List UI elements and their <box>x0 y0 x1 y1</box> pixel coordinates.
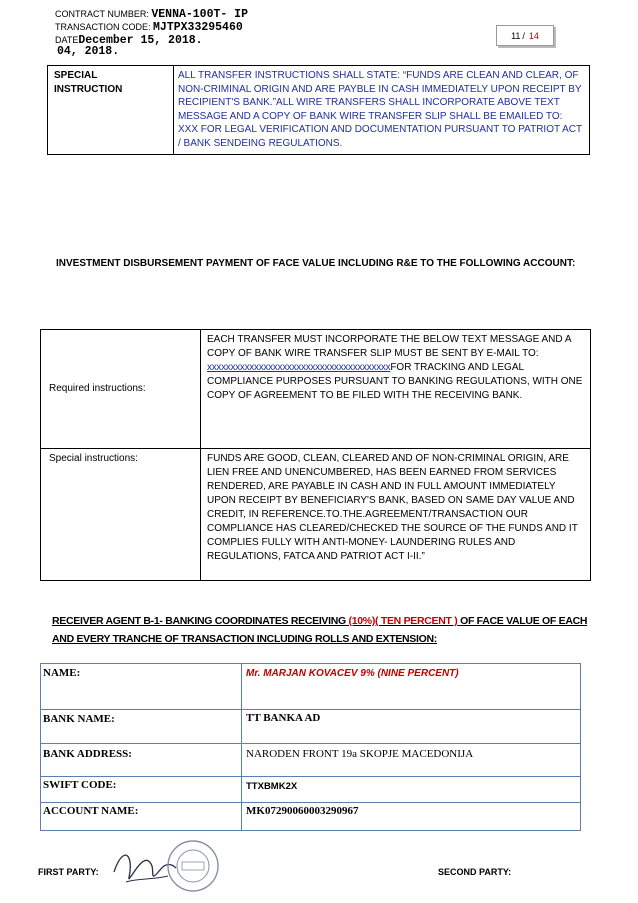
name-value: Mr. MARJAN KOVACEV 9% (NINE PERCENT) <box>246 668 459 679</box>
special-instructions-row <box>41 449 590 580</box>
swift-code-label: SWIFT CODE: <box>43 779 117 791</box>
special-instruction-text: ALL TRANSFER INSTRUCTIONS SHALL STATE: “FUNDS ARE CLEAN AND CLEAR, OF NON-CRIMINAL ORIGIN AND ARE PAYBLE IN CASH IMMEDIATELY UPON RECEIPT BY RECIPIENT'S BANK.”ALL WIRE TRANSFERS SHALL INCORPORATE ABOVE TEXT MESSAGE AND A COPY OF BANK WIRE TRANSFER SLIP SHALL BE EMAILED TO: XXX FOR LEGAL VERIFICATION AND DOCUMENTATION PURSUANT TO PATRIOT ACT / BANK SENDEING REGULATIONS. <box>178 70 582 149</box>
contract-number-label: CONTRACT NUMBER: <box>55 9 149 19</box>
name-label: NAME: <box>43 667 81 679</box>
investment-heading: INVESTMENT DISBURSEMENT PAYMENT OF FACE VALUE INCLUDING R&E TO THE FOLLOWING ACCOUNT: <box>56 258 576 269</box>
required-instructions-row <box>41 330 590 449</box>
required-instructions-label: Required instructions: <box>41 330 201 448</box>
account-name-value: MK07290060003290967 <box>246 805 359 817</box>
document-header <box>55 8 248 47</box>
required-instructions-text: EACH TRANSFER MUST INCORPORATE THE BELOW TEXT MESSAGE AND A COPY OF BANK WIRE TRANSFER SLIP MUST BE SENT BY E-MAIL TO: xxxxxxxxxxxxxxxxxxxxxxxxxxxxxxxxxxxxxxxFOR TRACKING AND LEGAL COMPLIANCE PURPOSES PURSUANT TO BANKING REGULATIONS, WITH ONE COPY OF AGREEMENT TO BE FILED WITH THE RECEIVING BANK. <box>207 334 583 401</box>
bank-name-label: BANK NAME: <box>43 713 115 725</box>
page-current: 11 <box>511 30 521 41</box>
page-total: 14 <box>528 30 539 41</box>
bank-row-swift <box>41 776 580 803</box>
bank-address-label: BANK ADDRESS: <box>43 748 132 760</box>
instructions-table <box>40 329 591 581</box>
bank-coordinates-table <box>40 663 581 831</box>
special-instructions-text: FUNDS ARE GOOD, CLEAN, CLEARED AND OF NON-CRIMINAL ORIGIN, ARE LIEN FREE AND UNENCUMBERED, HAS BEEN EARNED FROM SERVICES RENDERED, ARE PAYABLE IN CASH AND IN FULL AMOUNT IMMEDIATELY UPON RECEIPT BY BENEFICIARY'S BANK, BASED ON SAME DAY VALUE AND CREDIT, IN REFERENCE.TO.THE.AGREEMENT/TRANSACTION OUR COMPLIANCE HAS CLEARED/CHECKED THE SOURCE OF THE FUNDS AND IT COMPLIES FULLY WITH ANTI-MONEY- LAUNDERING RULES AND REGULATIONS, FATCA AND PATRIOT ACT I-II.” <box>207 453 578 562</box>
bank-address-value: NARODEN FRONT 19a SKOPJE MACEDONIJA <box>246 748 474 760</box>
bank-row-bank-name <box>41 709 580 744</box>
contract-number-value: VENNA-100T- IP <box>151 8 248 21</box>
bank-row-address <box>41 743 580 777</box>
date-label: DATE <box>55 35 79 45</box>
transaction-code-value: MJTPX33295460 <box>153 21 243 34</box>
bank-name-value: TT BANKA AD <box>246 712 321 724</box>
special-instructions-label: Special instructions: <box>41 449 201 580</box>
first-party-label: FIRST PARTY: <box>38 867 99 877</box>
page-separator: / <box>522 30 525 41</box>
date-value: December 15, 2018. <box>78 34 203 47</box>
receiver-percent: (10%)( TEN PERCENT ) <box>348 615 458 627</box>
transaction-code-label: TRANSACTION CODE: <box>55 22 151 32</box>
second-party-label: SECOND PARTY: <box>438 867 512 877</box>
account-name-label: ACCOUNT NAME: <box>43 805 139 817</box>
date-overlap-text: 04, 2018. <box>57 45 120 58</box>
required-email-placeholder: xxxxxxxxxxxxxxxxxxxxxxxxxxxxxxxxxxxxxxx <box>207 362 391 373</box>
bank-row-account <box>41 802 580 831</box>
receiver-heading: RECEIVER AGENT B-1- BANKING COORDINATES RECEIVING (10%)( TEN PERCENT ) OF FACE VALUE OF EACH AND EVERY TRANCHE OF TRANSACTION INCLUDING ROLLS AND EXTENSION: <box>52 615 588 645</box>
special-instruction-label: SPECIAL INSTRUCTION <box>48 66 174 154</box>
page-counter <box>496 25 554 46</box>
transaction-code-row <box>55 21 248 34</box>
company-seal-icon <box>165 838 221 894</box>
swift-code-value: TTXBMK2X <box>246 781 298 792</box>
special-instruction-table <box>47 65 590 155</box>
contract-number-row <box>55 8 248 21</box>
bank-row-name <box>41 664 580 710</box>
